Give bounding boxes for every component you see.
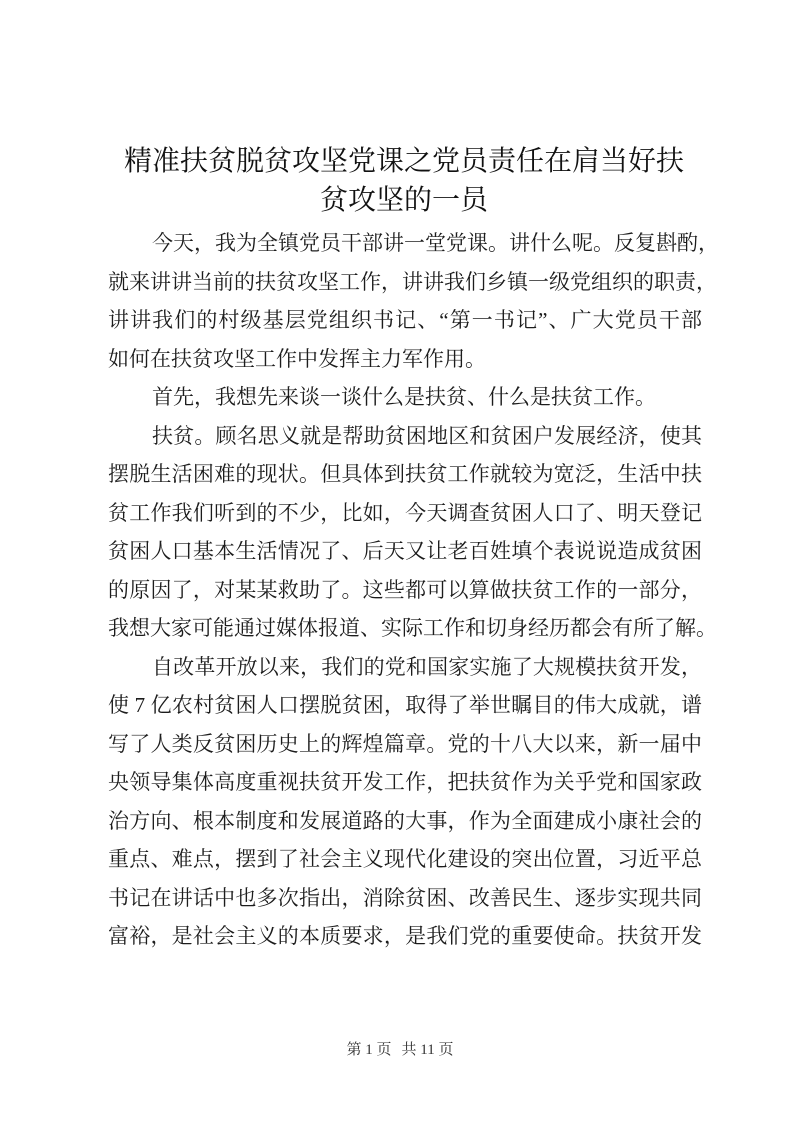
paragraph-line: 自改革开放以来，我们的党和国家实施了大规模扶贫开发， <box>152 654 702 679</box>
paragraph-line: 重点、难点，摆到了社会主义现代化建设的突出位置，习近平总 <box>108 847 702 871</box>
paragraph-first-topic <box>108 378 702 417</box>
page-number: 第 1 页 <box>346 1042 392 1058</box>
paragraph-line: 首先，我想先来谈一谈什么是扶贫、什么是扶贫工作。 <box>152 385 656 409</box>
page-footer <box>0 1039 800 1061</box>
title-line-2: 贫攻坚的一员 <box>319 184 488 215</box>
paragraph-line: 使 7 亿农村贫困人口摆脱贫困，取得了举世瞩目的伟大成就，谱 <box>108 693 702 717</box>
paragraph-line: 讲讲我们的村级基层党组织书记、“第一书记”、广大党员干部 <box>108 308 702 332</box>
paragraph-line: 如何在扶贫攻坚工作中发挥主力军作用。 <box>108 346 486 371</box>
paragraph-line: 写了人类反贫困历史上的辉煌篇章。党的十八大以来，新一届中 <box>108 731 702 756</box>
paragraph-line: 就来讲讲当前的扶贫攻坚工作，讲讲我们乡镇一级党组织的职责， <box>108 269 717 294</box>
page-total: 共 11 页 <box>401 1042 454 1058</box>
paragraph-history <box>108 648 702 956</box>
paragraph-line: 今天，我为全镇党员干部讲一堂党课。讲什么呢。反复斟酌， <box>152 231 719 255</box>
document-body <box>108 224 719 956</box>
paragraph-line: 贫困人口基本生活情况了、后天又让老百姓填个表说说造成贫困 <box>108 539 702 563</box>
document-title <box>104 141 704 219</box>
paragraph-intro <box>108 224 719 378</box>
paragraph-line: 富裕，是社会主义的本质要求，是我们党的重要使命。扶贫开发 <box>108 924 702 948</box>
paragraph-line: 央领导集体高度重视扶贫开发工作，把扶贫作为关乎党和国家政 <box>108 770 702 794</box>
paragraph-line: 贫工作我们听到的不少，比如，今天调查贫困人口了、明天登记 <box>108 500 702 525</box>
paragraph-line: 书记在讲话中也多次指出，消除贫困、改善民生、逐步实现共同 <box>108 885 702 910</box>
paragraph-line: 扶贫。顾名思义就是帮助贫困地区和贫困户发展经济，使其 <box>152 423 702 448</box>
paragraph-line: 的原因了，对某某救助了。这些都可以算做扶贫工作的一部分， <box>108 577 702 602</box>
paragraph-line: 摆脱生活困难的现状。但具体到扶贫工作就较为宽泛，生活中扶 <box>108 462 702 486</box>
title-line-1: 精准扶贫脱贫攻坚党课之党员责任在肩当好扶 <box>123 145 684 176</box>
paragraph-line: 治方向、根本制度和发展道路的大事，作为全面建成小康社会的 <box>108 808 702 833</box>
paragraph-definition <box>108 417 717 648</box>
paragraph-line: 我想大家可能通过媒体报道、实际工作和切身经历都会有所了解。 <box>108 616 717 640</box>
